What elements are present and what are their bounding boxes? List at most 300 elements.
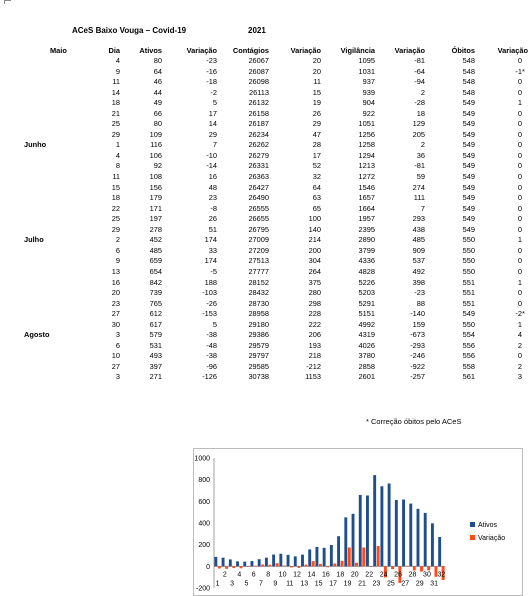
cell-var4	[475, 351, 528, 362]
cell-dia: 14	[111, 87, 120, 97]
cell-var4	[475, 172, 528, 183]
month-label: Julho	[24, 235, 44, 245]
cell-var2: 15	[312, 87, 321, 97]
cell-obitos: 549	[462, 203, 475, 213]
cell-var2: 17	[312, 150, 321, 160]
cell-var1: -14	[206, 161, 217, 171]
table-row	[18, 246, 528, 257]
bar-variacao	[268, 565, 271, 567]
cell-var4	[475, 161, 528, 172]
cell-value: 0	[517, 150, 522, 160]
month-label: Agosto	[24, 330, 50, 340]
cell-vigilancia: 937	[362, 77, 375, 87]
cell-var3: -922	[410, 361, 425, 371]
month-label	[18, 67, 80, 78]
cell-obitos: 549	[462, 140, 475, 150]
cell-vigilancia: 2395	[358, 224, 375, 234]
table-row	[18, 98, 528, 109]
bar-variacao	[391, 566, 394, 569]
cell-var1: 17	[208, 108, 217, 118]
cell-var4	[475, 119, 528, 130]
cell-contagios: 26555	[248, 203, 269, 213]
cell-var2: 20	[312, 66, 321, 76]
cell-ativos: 278	[149, 224, 162, 234]
cell-dia: 9	[115, 66, 120, 76]
x-tick-label: 22	[365, 571, 374, 579]
cell-var4	[475, 140, 528, 151]
cell-var4	[475, 256, 528, 267]
table-row	[18, 320, 528, 331]
cell-var2: 47	[312, 129, 321, 139]
cell-ativos: 156	[149, 182, 162, 192]
cell-obitos: 551	[462, 277, 475, 287]
cell-dia: 25	[111, 119, 120, 129]
cell-obitos: 558	[462, 361, 475, 371]
cell-var3: -246	[410, 351, 425, 361]
bar-ativos	[214, 557, 217, 566]
cell-var1: -48	[206, 340, 217, 350]
cell-vigilancia: 1031	[358, 66, 375, 76]
cell-obitos: 548	[462, 66, 475, 76]
cell-ativos: 659	[149, 256, 162, 266]
cell-var1: -23	[206, 56, 217, 66]
cell-contagios: 27513	[248, 256, 269, 266]
col-header-variacao: Variação	[290, 45, 321, 55]
bar-variacao	[240, 566, 243, 568]
col-header-vigilancia: Vigilância	[340, 45, 375, 55]
cell-ativos: 108	[149, 172, 162, 182]
cell-dia: 3	[115, 372, 120, 382]
cell-var4	[475, 77, 528, 88]
cell-dia: 11	[112, 172, 120, 182]
table-row	[18, 214, 528, 225]
x-tick-label: 29	[415, 580, 424, 588]
cell-ativos: 109	[149, 129, 162, 139]
cell-dia: 3	[115, 330, 120, 340]
cell-value: 0	[517, 298, 522, 308]
cell-value: 2	[517, 361, 522, 371]
bar-ativos	[236, 561, 239, 566]
cell-var2: 1153	[305, 372, 321, 382]
cell-var2: 28	[312, 140, 321, 150]
cell-vigilancia: 1664	[358, 203, 375, 213]
x-tick-label: 13	[300, 580, 309, 588]
cell-ativos: 579	[149, 330, 162, 340]
month-label	[18, 98, 80, 109]
cell-var3: -94	[414, 77, 425, 87]
cell-dia: 21	[111, 108, 120, 118]
cell-vigilancia: 2890	[358, 235, 375, 245]
cell-var3: 485	[412, 235, 425, 245]
cell-dia: 8	[115, 161, 120, 171]
cell-var3: -673	[410, 330, 425, 340]
cell-ativos: 739	[149, 288, 162, 298]
col-header-ativos: Ativos	[139, 45, 162, 55]
bar-variacao	[290, 566, 293, 567]
cell-dia: 29	[111, 224, 120, 234]
cell-var2: 26	[312, 108, 321, 118]
x-tick-label: 2	[222, 571, 227, 579]
table-row	[18, 77, 528, 88]
x-tick-label: 7	[258, 580, 263, 588]
cell-contagios: 30738	[248, 372, 269, 382]
table-row	[18, 109, 528, 120]
bar-ativos	[366, 495, 369, 566]
cell-vigilancia: 1213	[358, 161, 375, 171]
cell-var4	[475, 246, 528, 257]
x-tick-label: 30	[423, 571, 431, 579]
cell-var2: 19	[312, 98, 321, 108]
cell-var2: 32	[312, 172, 321, 182]
cell-vigilancia: 1051	[358, 119, 375, 129]
cell-dia: 27	[111, 309, 120, 319]
cell-var2: 193	[308, 340, 321, 350]
bar-variacao	[261, 564, 264, 566]
bar-ativos	[359, 495, 362, 566]
month-label	[18, 299, 80, 310]
table-row	[18, 288, 528, 299]
bar-variacao	[225, 566, 228, 568]
cell-var2: 64	[312, 182, 321, 192]
bar-ativos	[380, 486, 383, 566]
cell-var2: 228	[308, 309, 321, 319]
bar-ativos	[330, 545, 333, 566]
cell-var1: -96	[206, 361, 217, 371]
cell-obitos: 551	[462, 298, 475, 308]
table-row	[18, 362, 528, 373]
bar-ativos	[294, 556, 297, 566]
cell-ativos: 66	[153, 108, 162, 118]
month-label	[18, 130, 80, 141]
cell-var4	[475, 109, 528, 120]
month-label	[18, 119, 80, 130]
month-label	[18, 320, 80, 331]
cell-vigilancia: 1256	[358, 129, 375, 139]
cell-var2: 280	[308, 288, 321, 298]
cell-contagios: 29386	[248, 330, 269, 340]
cell-dia: 6	[115, 245, 120, 255]
cell-obitos: 549	[462, 193, 475, 203]
cell-obitos: 556	[462, 351, 475, 361]
cell-var4	[475, 277, 528, 288]
cell-ativos: 64	[153, 66, 162, 76]
month-label	[18, 246, 80, 257]
cell-contagios: 26490	[248, 193, 269, 203]
bar-variacao	[276, 563, 279, 566]
table-row	[18, 183, 528, 194]
cell-obitos: 551	[462, 288, 475, 298]
bar-ativos	[395, 500, 398, 566]
cell-var3: -23	[414, 288, 425, 298]
covid-data-table	[18, 44, 528, 383]
cell-ativos: 92	[153, 161, 162, 171]
cell-vigilancia: 1657	[358, 193, 375, 203]
cell-ativos: 612	[149, 309, 162, 319]
x-tick-label: 3	[230, 580, 234, 588]
cell-contagios: 26655	[248, 214, 269, 224]
cell-var4	[475, 330, 528, 341]
cell-ativos: 116	[150, 140, 162, 150]
cell-var3: 492	[412, 266, 425, 276]
y-tick-label: -200	[195, 585, 210, 593]
cell-dia: 23	[111, 298, 120, 308]
cell-var1: 188	[204, 277, 217, 287]
col-header-variacao: Variação	[186, 45, 217, 55]
table-header-row	[18, 44, 528, 56]
cell-vigilancia: 5203	[358, 288, 375, 298]
legend-label: Variação	[478, 535, 506, 542]
cell-vigilancia: 5151	[358, 309, 375, 319]
cell-vigilancia: 1095	[358, 56, 375, 66]
cell-var3: 129	[412, 119, 425, 129]
cell-obitos: 550	[462, 266, 475, 276]
bar-variacao	[406, 566, 409, 567]
cell-contagios: 26234	[248, 129, 269, 139]
month-label	[18, 88, 80, 99]
cell-dia: 18	[111, 98, 120, 108]
cell-obitos: 549	[462, 309, 475, 319]
y-tick-label: 200	[198, 542, 210, 550]
legend-label: Ativos	[478, 522, 498, 529]
cell-var4	[475, 204, 528, 215]
cell-value: 1	[517, 98, 522, 108]
bar-ativos	[315, 547, 318, 566]
bar-ativos	[308, 549, 311, 566]
cell-value: 0	[517, 224, 522, 234]
x-tick-label: 27	[401, 580, 410, 588]
cell-var1: 33	[208, 245, 217, 255]
correction-mark: *	[522, 66, 525, 76]
x-tick-label: 28	[408, 571, 417, 579]
bar-variacao	[232, 566, 235, 568]
cell-var3: -64	[414, 66, 425, 76]
cell-value: 0	[517, 172, 522, 182]
bar-variacao	[283, 566, 286, 567]
cell-vigilancia: 1272	[358, 172, 375, 182]
cell-obitos: 549	[462, 129, 475, 139]
bar-variacao	[377, 546, 380, 566]
cell-value: 0	[517, 108, 522, 118]
table-body	[18, 56, 528, 383]
cell-value: 0	[517, 214, 522, 224]
bar-variacao	[333, 564, 336, 567]
col-header-variacao: Variação	[497, 45, 528, 55]
cell-obitos: 549	[462, 119, 475, 129]
bar-ativos	[229, 559, 232, 566]
cell-var2: 29	[312, 119, 321, 129]
table-row	[18, 119, 528, 130]
cell-value: 1	[517, 319, 522, 329]
cell-var3: 205	[412, 129, 425, 139]
cell-obitos: 556	[462, 340, 475, 350]
cell-obitos: 549	[462, 182, 475, 192]
cell-ativos: 197	[149, 214, 162, 224]
cell-contagios: 28432	[248, 288, 269, 298]
x-tick-label: 10	[278, 571, 287, 579]
cell-contagios: 28152	[248, 277, 269, 287]
cell-var1: 5	[212, 319, 217, 329]
y-tick-label: 600	[198, 498, 210, 506]
cell-var1: -103	[202, 288, 217, 298]
cell-obitos: 548	[462, 56, 475, 66]
bar-variacao	[427, 566, 430, 570]
cell-ativos: 654	[149, 266, 162, 276]
bar-variacao	[312, 561, 315, 566]
month-label	[18, 256, 80, 267]
bar-variacao	[370, 566, 373, 567]
cell-var4	[475, 309, 528, 320]
cell-dia: 16	[111, 277, 120, 287]
footnote: * Correção óbitos pelo ACeS	[366, 417, 462, 426]
cell-ativos: 271	[149, 372, 162, 382]
cell-ativos: 171	[149, 203, 162, 213]
bar-variacao	[305, 565, 308, 567]
cell-var3: -293	[410, 340, 425, 350]
bar-variacao	[218, 566, 221, 568]
cell-ativos: 452	[149, 235, 162, 245]
bar-ativos	[222, 558, 225, 567]
cell-var4	[475, 98, 528, 109]
cell-contagios: 29585	[248, 361, 269, 371]
cell-var3: 438	[412, 224, 425, 234]
legend-swatch-ativos	[470, 522, 475, 527]
cell-vigilancia: 904	[362, 98, 375, 108]
cell-value: 0	[517, 351, 522, 361]
cell-dia: 11	[112, 77, 120, 87]
cell-obitos: 549	[462, 150, 475, 160]
cell-dia: 25	[111, 214, 120, 224]
cell-var3: -81	[414, 56, 425, 66]
cell-var4	[475, 267, 528, 278]
cell-var1: 29	[208, 129, 217, 139]
x-tick-label: 25	[386, 580, 395, 588]
cell-ativos: 80	[153, 56, 162, 66]
table-row	[18, 225, 528, 236]
cell-var1: -38	[206, 351, 217, 361]
cell-var3: 909	[412, 245, 425, 255]
cell-dia: 4	[115, 150, 120, 160]
cell-vigilancia: 939	[362, 87, 375, 97]
x-tick-label: 15	[314, 580, 323, 588]
month-label	[18, 77, 80, 88]
table-row	[18, 204, 528, 215]
bar-ativos	[438, 537, 441, 566]
cell-obitos: 548	[462, 87, 475, 97]
cell-var4	[475, 320, 528, 331]
cell-ativos: 46	[153, 77, 162, 87]
table-row	[18, 235, 528, 246]
cell-ativos: 49	[153, 98, 162, 108]
cell-obitos: 550	[462, 235, 475, 245]
cell-var1: -26	[206, 298, 217, 308]
bar-ativos	[272, 555, 275, 567]
cell-value: 1	[517, 277, 522, 287]
x-tick-label: 8	[266, 571, 271, 579]
cell-var4	[475, 130, 528, 141]
legend-swatch-variacao	[470, 535, 475, 540]
bar-ativos	[402, 499, 405, 566]
bar-variacao	[348, 547, 351, 566]
table-row	[18, 130, 528, 141]
cell-var1: -2	[210, 87, 217, 97]
cell-value: 0	[517, 161, 522, 171]
cell-var2: -212	[306, 361, 321, 371]
col-header-variacao: Variação	[394, 45, 425, 55]
cell-ativos: 179	[149, 193, 162, 203]
bar-ativos	[251, 561, 254, 566]
cell-value: 0	[517, 288, 522, 298]
cell-vigilancia: 4828	[358, 266, 375, 276]
cell-contagios: 27777	[248, 266, 269, 276]
month-label	[18, 183, 80, 194]
cell-value: 0	[517, 256, 522, 266]
cell-var3: -81	[414, 161, 425, 171]
table-row	[18, 172, 528, 183]
cell-value: 0	[517, 87, 522, 97]
table-row	[18, 277, 528, 288]
x-tick-label: 14	[307, 571, 316, 579]
x-tick-label: 16	[321, 571, 330, 579]
cell-var4	[475, 214, 528, 225]
table-row	[18, 140, 528, 151]
month-label	[18, 351, 80, 362]
covid-bar-chart	[193, 448, 523, 596]
bar-variacao	[355, 563, 358, 567]
x-tick-label: 20	[350, 571, 359, 579]
cell-var1: 26	[208, 214, 217, 224]
cell-var1: 7	[212, 140, 217, 150]
bar-variacao	[362, 547, 365, 566]
cell-var1: 14	[208, 119, 217, 129]
cell-var4	[475, 299, 528, 310]
x-tick-label: 12	[293, 571, 301, 579]
cell-value: 3	[517, 372, 522, 382]
cell-var2: 140	[308, 224, 321, 234]
table-row	[18, 151, 528, 162]
cell-var4	[475, 151, 528, 162]
cell-vigilancia: 3780	[358, 351, 375, 361]
cell-contagios: 28730	[248, 298, 269, 308]
cell-vigilancia: 5291	[358, 298, 375, 308]
cell-contagios: 26427	[248, 182, 269, 192]
table-row	[18, 330, 528, 341]
cell-var4	[475, 67, 528, 78]
cell-contagios: 26331	[248, 161, 269, 171]
cell-contagios: 26132	[248, 98, 269, 108]
cell-var4	[475, 183, 528, 194]
cell-var3: 2	[420, 140, 425, 150]
cell-var3: -28	[414, 98, 425, 108]
cell-dia: 22	[111, 203, 120, 213]
x-tick-label: 4	[237, 571, 242, 579]
cell-value: 0	[517, 140, 522, 150]
month-label	[18, 277, 80, 288]
x-tick-label: 18	[336, 571, 345, 579]
cell-ativos: 531	[149, 340, 162, 350]
x-tick-label: 5	[244, 580, 249, 588]
report-year: 2021	[248, 26, 266, 35]
cell-dia: 13	[111, 266, 120, 276]
cell-value: 0	[517, 119, 522, 129]
cell-var3: -257	[410, 372, 425, 382]
cell-vigilancia: 1258	[358, 140, 375, 150]
cell-obitos: 548	[462, 77, 475, 87]
table-row	[18, 299, 528, 310]
x-tick-label: 17	[329, 580, 338, 588]
cell-contagios: 26098	[248, 77, 269, 87]
correction-mark: *	[522, 309, 525, 319]
bar-variacao	[319, 564, 322, 566]
